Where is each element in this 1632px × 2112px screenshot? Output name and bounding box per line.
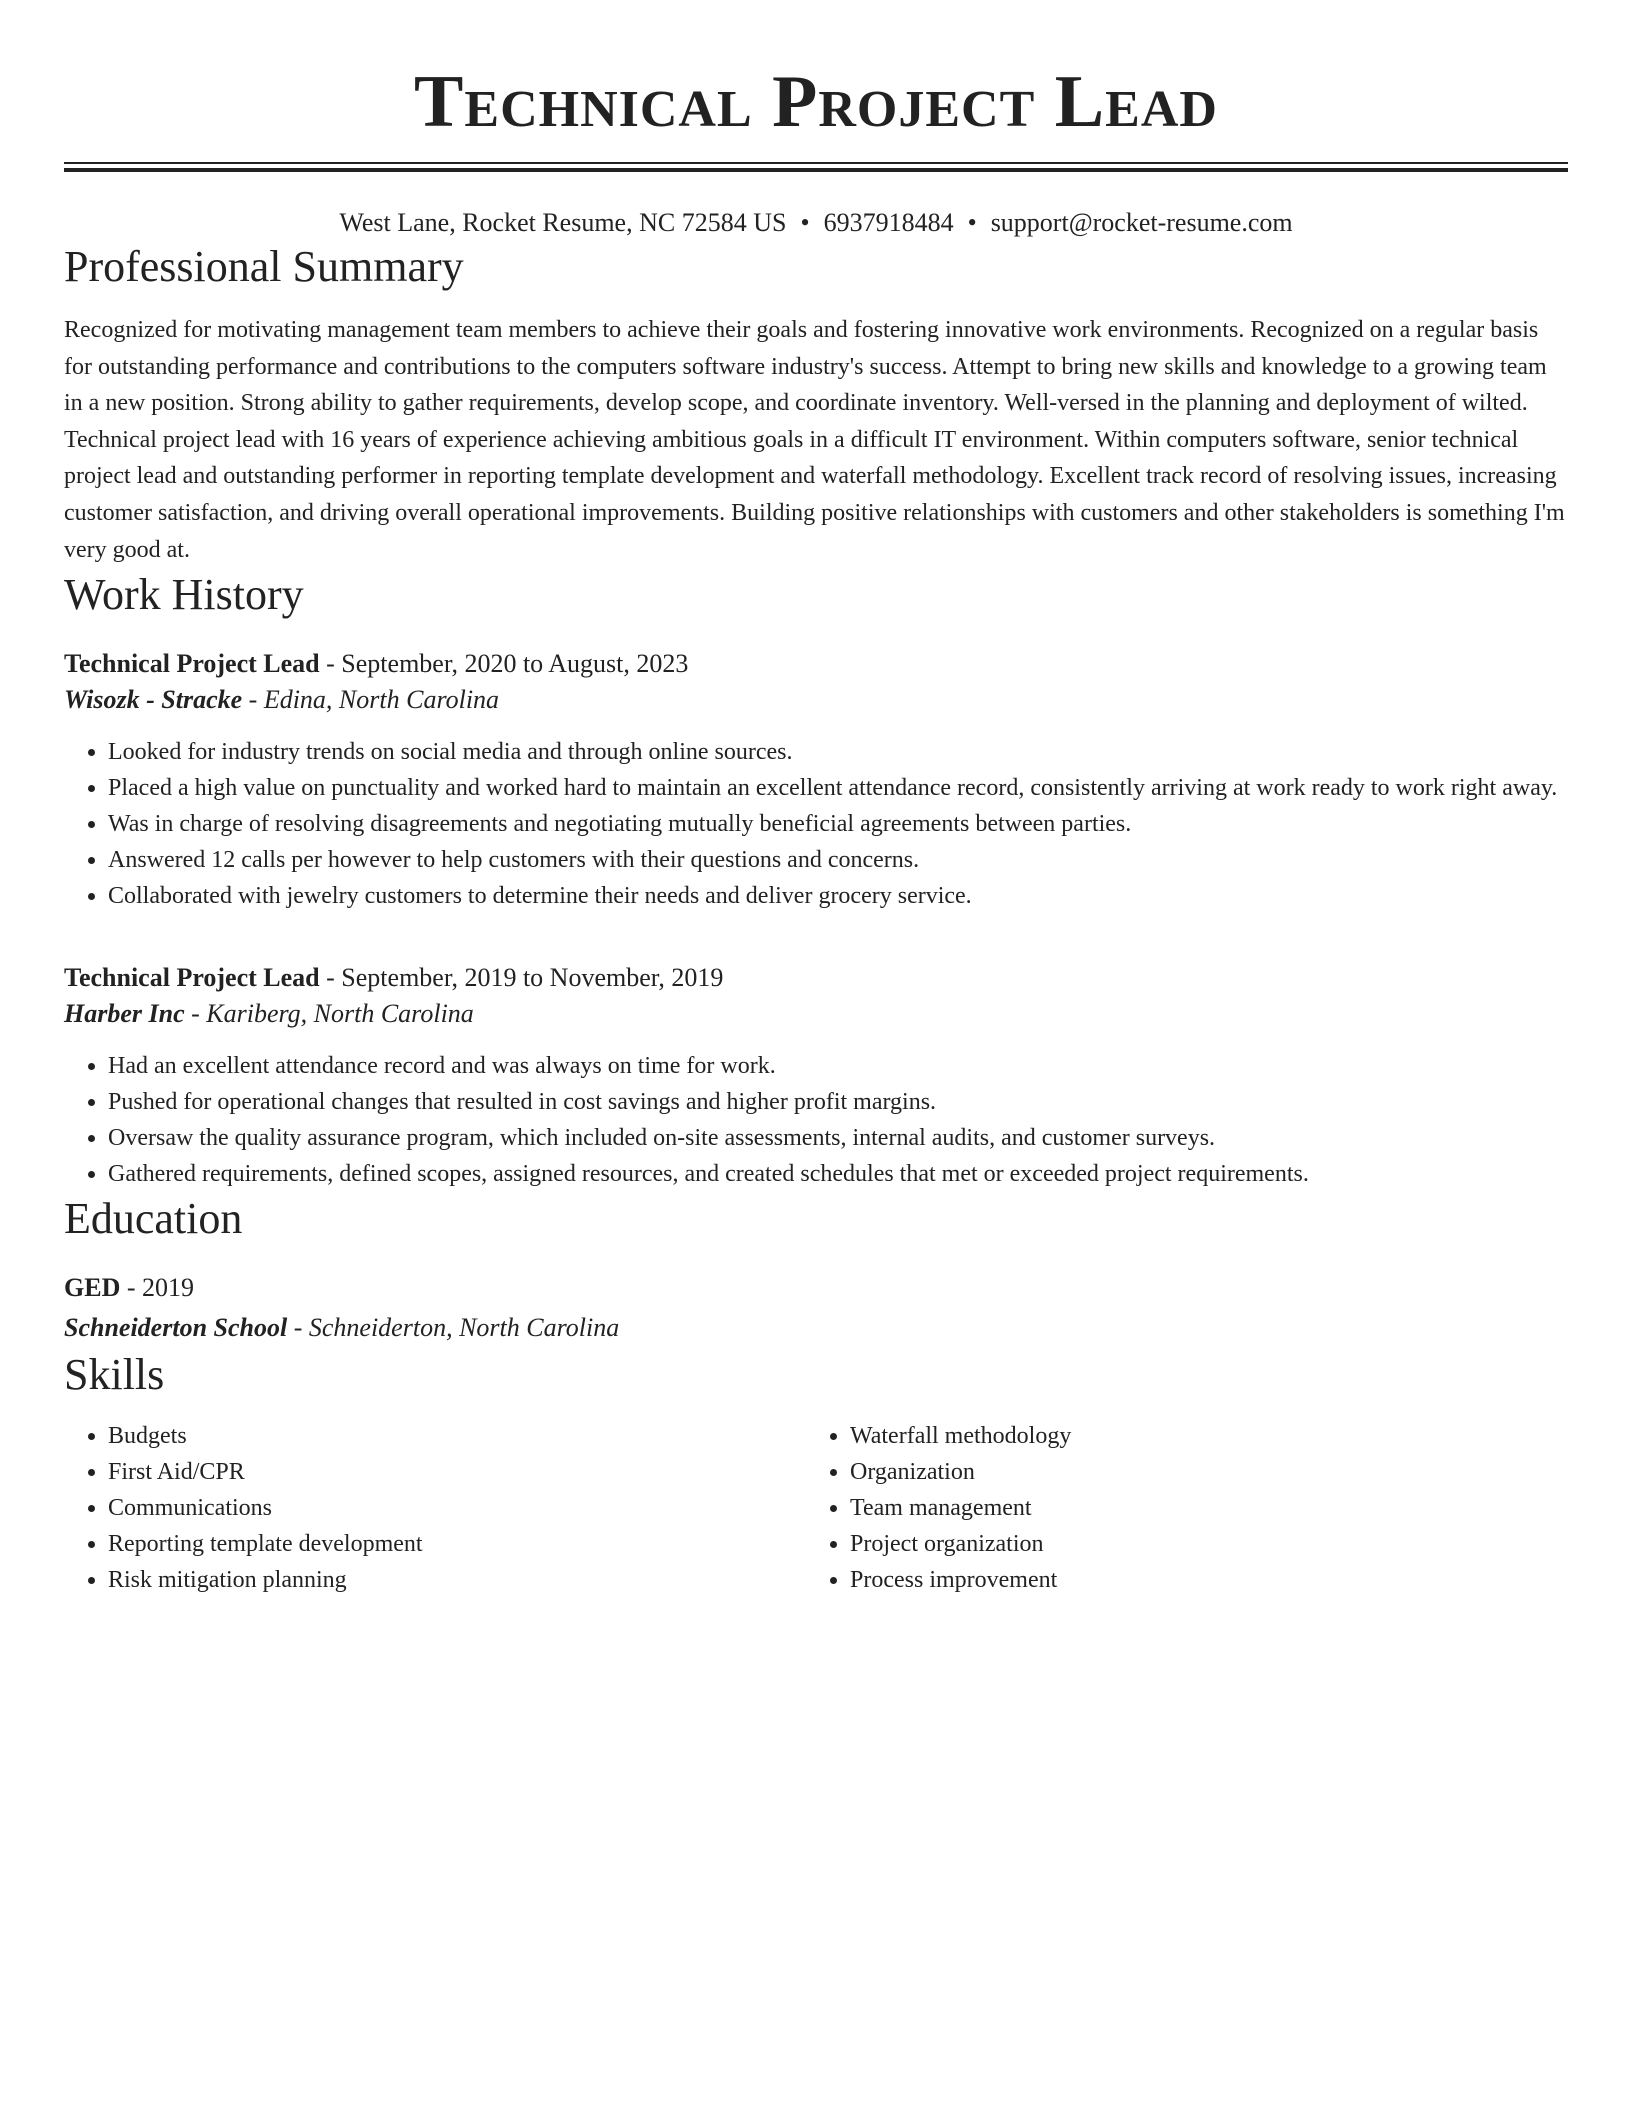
job-entry <box>64 960 1568 1192</box>
list-item: • Reporting template development <box>108 1526 806 1562</box>
job-employer-line <box>64 996 1568 1032</box>
list-item: • Team management <box>850 1490 1548 1526</box>
contact-line <box>64 206 1568 240</box>
contact-separator: • <box>967 208 977 237</box>
job-bullets <box>64 734 1568 914</box>
summary-text: Recognized for motivating management team members to achieve their goals and fostering innovative work environments. Recognized on a regular basis for outstanding performance and contributions to the computers software industry's success. Attempt to bring new skills and knowledge to a growing team in a new position. Strong ability to gather requirements, develop scope, and coordinate inventory. Well-versed in the planning and deployment of wilted. Technical project lead with 16 years of experience achieving ambitious goals in a difficult IT environment. Within computers software, senior technical project lead and outstanding performer in reporting template development and waterfall methodology. Excellent track record of resolving issues, increasing customer satisfaction, and driving overall operational improvements. Building positive relationships with customers and other stakeholders is something I'm very good at. <box>64 317 1565 563</box>
list-item: • Oversaw the quality assurance program, which included on-site assessments, internal audits, and customer surveys. <box>108 1120 1568 1156</box>
job-title: Technical Project Lead <box>64 963 320 993</box>
skills-columns <box>64 1418 1568 1598</box>
degree-line <box>64 1268 1568 1308</box>
job-location: - Kariberg, North Carolina <box>184 999 474 1029</box>
school-name: Schneiderton School <box>64 1313 288 1343</box>
list-item: • Risk mitigation planning <box>108 1562 806 1598</box>
contact-email: support@rocket-resume.com <box>990 208 1293 237</box>
degree-year: - 2019 <box>120 1273 195 1303</box>
school-line <box>64 1308 1568 1348</box>
contact-address: West Lane, Rocket Resume, NC 72584 US <box>339 208 787 237</box>
list-item: • Looked for industry trends on social media and through online sources. <box>108 734 1568 770</box>
list-item: • Collaborated with jewelry customers to determine their needs and deliver grocery service. <box>108 878 1568 914</box>
list-item: • Budgets <box>108 1418 806 1454</box>
list-item: • Communications <box>108 1490 806 1526</box>
list-item: • Placed a high value on punctuality and worked hard to maintain an excellent attendance record, consistently arriving at work ready to work right away. <box>108 770 1568 806</box>
list-item: • Project organization <box>850 1526 1548 1562</box>
summary-heading: Professional Summary <box>64 242 464 291</box>
skills-heading: Skills <box>64 1350 165 1400</box>
header-double-rule <box>64 162 1568 172</box>
list-item: • Organization <box>850 1454 1548 1490</box>
job-location: - Edina, North Carolina <box>242 685 500 715</box>
job-title-line <box>64 646 1568 682</box>
job-entry <box>64 646 1568 914</box>
list-item: • Was in charge of resolving disagreements and negotiating mutually beneficial agreements between parties. <box>108 806 1568 842</box>
education-heading: Education <box>64 1194 243 1244</box>
job-dates: - September, 2019 to November, 2019 <box>319 963 724 993</box>
skills-list-right <box>806 1418 1548 1598</box>
job-title: Technical Project Lead <box>64 649 320 679</box>
school-location: - Schneiderton, North Carolina <box>287 1313 620 1343</box>
list-item: • Process improvement <box>850 1562 1548 1598</box>
list-item: • Answered 12 calls per however to help customers with their questions and concerns. <box>108 842 1568 878</box>
job-dates: - September, 2020 to August, 2023 <box>319 649 689 679</box>
list-item: • Waterfall methodology <box>850 1418 1548 1454</box>
resume-name: Technical Project Lead <box>414 61 1218 143</box>
list-item: • Gathered requirements, defined scopes, assigned resources, and created schedules that met or exceeded project requirements. <box>108 1156 1568 1192</box>
list-item: • Pushed for operational changes that resulted in cost savings and higher profit margins. <box>108 1084 1568 1120</box>
degree: GED <box>64 1273 121 1303</box>
job-bullets <box>64 1048 1568 1192</box>
list-item: • Had an excellent attendance record and was always on time for work. <box>108 1048 1568 1084</box>
job-employer-line <box>64 682 1568 718</box>
list-item: • First Aid/CPR <box>108 1454 806 1490</box>
skills-list-left <box>64 1418 806 1598</box>
job-title-line <box>64 960 1568 996</box>
work-history-heading: Work History <box>64 570 304 620</box>
job-employer: Harber Inc <box>64 999 185 1029</box>
contact-separator: • <box>800 208 810 237</box>
contact-phone: 6937918484 <box>823 208 954 237</box>
education-entry <box>64 1268 1568 1348</box>
job-employer: Wisozk - Stracke <box>64 685 243 715</box>
